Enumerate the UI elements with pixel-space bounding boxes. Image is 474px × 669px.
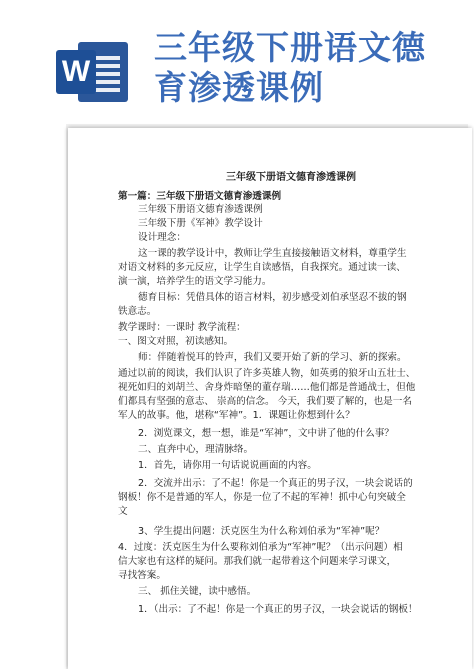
paragraph-line: 1．首先，请你用一句话说说画面的内容。 — [138, 460, 317, 471]
word-icon-line — [92, 64, 120, 68]
paragraph-line: 1．（出示：了不起！你是一个真正的男子汉，一块会说话的钢板！ — [138, 604, 418, 615]
word-icon-letter: W — [56, 50, 96, 94]
section-heading: 第一篇：三年级下册语文德育渗透课例 — [118, 191, 282, 202]
paragraph-line: 4．过度：沃克医生为什么要称刘伯承为“军神”呢？（出示问题）相 — [118, 542, 403, 553]
paragraph-line: 师：伴随着悦耳的铃声，我们又要开始了新的学习、新的探索。 — [138, 352, 407, 363]
paragraph-line: 德育目标：凭借具体的语言材料，初步感受刘伯承坚忍不拔的钢 — [138, 292, 407, 303]
paragraph-line: 寻找答案。 — [118, 570, 166, 581]
paragraph-line: 信大家也有这样的疑问。那我们就一起带着这个问题来学习课文， — [118, 556, 397, 567]
word-icon-line — [92, 88, 120, 92]
paragraph-line: 二、直奔中心，理清脉络。 — [138, 444, 254, 455]
paragraph-line: 军人的故事。他，堪称“军神”。1．课题让你想到什么？ — [118, 410, 355, 421]
word-icon-line — [92, 72, 120, 76]
paragraph-line: 三年级下册语文德育渗透课例 — [138, 204, 263, 215]
banner — [0, 0, 474, 128]
banner-title-line-1: 三年级下册语文德 — [154, 28, 426, 67]
paragraph-line: 设计理念： — [138, 232, 186, 243]
paragraph-line: 三年级下册《军神》教学设计 — [138, 218, 263, 229]
paragraph-line: 视死如归的刘胡兰、舍身炸暗堡的董存瑞……他们都是普通战士，但他 — [118, 382, 416, 393]
banner-title-line-2: 育渗透课例 — [154, 68, 324, 107]
paragraph-line: 这一课的教学设计中，教师让学生直接接触语文材料，尊重学生 — [138, 248, 407, 259]
paragraph-line: 一、图文对照，初读感知。 — [118, 336, 234, 347]
paragraph-line: 三、 抓住关键，读中感悟。 — [138, 586, 257, 597]
paragraph-line: 教学课时：一课时 教学流程： — [118, 322, 246, 333]
paragraph-line: 演一演，培养学生的语文学习能力。 — [118, 276, 272, 287]
paragraph-line: 3、学生提出问题：沃克医生为什么称刘伯承为“军神”呢？ — [138, 526, 385, 537]
paragraph-line: 们都具有坚强的意志、 崇高的信念。 今天，我们要了解的，也是一名 — [118, 396, 412, 407]
paragraph-line: 铁意志。 — [118, 306, 157, 317]
banner-title — [154, 28, 454, 108]
paragraph-line: 对语文材料的多元反应，让学生自读感悟，自我探究。通过读一读、 — [118, 262, 406, 273]
paragraph-line: 文 — [118, 506, 128, 517]
word-document-icon — [56, 42, 128, 102]
paragraph-line: 2．交流并出示：了不起！你是一个真正的男子汉，一块会说话的 — [138, 478, 413, 489]
document-title: 三年级下册语文德育渗透课例 — [226, 172, 356, 183]
paragraph-line: 2．浏览课文，想一想，谁是“军神”，文中讲了他的什么事？ — [138, 428, 394, 439]
word-icon-line — [92, 56, 120, 60]
paragraph-line: 通过以前的阅读，我们认识了许多英雄人物，如英勇的狼牙山五壮士、 — [118, 368, 416, 379]
word-icon-line — [92, 80, 120, 84]
paragraph-line: 钢板！你不是普通的军人，你是一位了不起的军神！抓中心句突破全 — [118, 492, 406, 503]
